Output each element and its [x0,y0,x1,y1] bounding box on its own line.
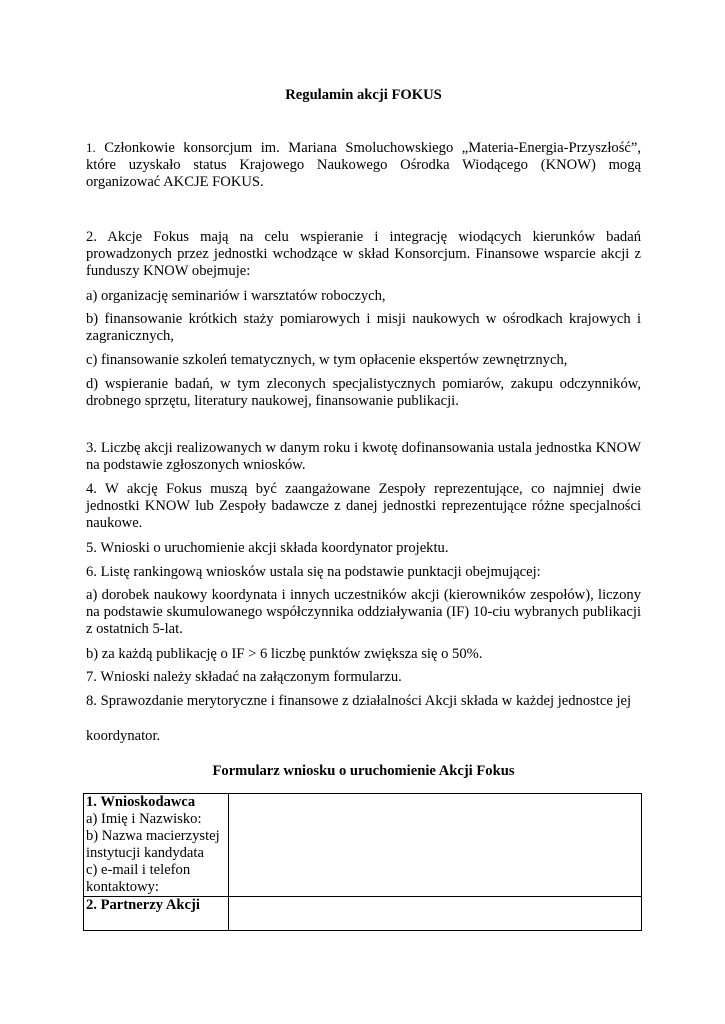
partners-value-cell[interactable] [228,897,641,931]
applicant-name-label: a) Imię i Nazwisko: [86,811,202,827]
paragraph-6: 6. Listę rankingową wniosków ustala się na podstawie punktacji obejmującej: [86,564,541,580]
applicant-value-cell[interactable] [228,794,641,897]
applicant-institution-label-1: b) Nazwa macierzystej [86,828,220,844]
paragraph-2b: b) finansowanie krótkich staży pomiarowych i misji naukowych w ośrodkach krajowych i zagranicznych, [86,311,641,344]
paragraph-1 [86,139,641,191]
paragraph-6b: b) za każdą publikację o IF > 6 liczbę punktów zwiększa się o 50%. [86,646,483,662]
paragraph-8: 8. Sprawozdanie merytoryczne i finansowe z działalności Akcji składa w każdej jednostce jej [86,693,632,709]
paragraph-7: 7. Wnioski należy składać na załączonym formularzu. [86,669,402,685]
paragraph-1-text: Członkowie konsorcjum im. Mariana Smoluchowskiego „Materia-Energia-Przyszłość”, które uzyskało status Krajowego Naukowego Ośrodka Wiodącego (KNOW) mogą organizować AKCJE FOKUS. [86,140,641,190]
paragraph-2: 2. Akcje Fokus mają na celu wspieranie i integrację wiodących kierunków badań prowadzonych przez jednostki wchodzące w skład Konsorcjum. Finansowe wsparcie akcji z funduszy KNOW obejmuje: [86,229,641,279]
paragraph-2c: c) finansowanie szkoleń tematycznych, w tym opłacenie ekspertów zewnętrznych, [86,352,568,368]
paragraph-2a: a) organizację seminariów i warsztatów roboczych, [86,288,386,304]
applicant-contact-label-2: kontaktowy: [86,879,159,895]
applicant-contact-label-1: c) e-mail i telefon [86,862,191,878]
partners-label-cell [84,897,229,931]
paragraph-1-number: 1. [86,140,96,155]
table-row [84,897,642,931]
paragraph-5: 5. Wnioski o uruchomienie akcji składa koordynator projektu. [86,540,449,556]
document-title: Regulamin akcji FOKUS [285,87,442,103]
partners-heading: 2. Partnerzy Akcji [86,897,200,913]
paragraph-8-continuation: koordynator. [86,728,161,744]
applicant-label-cell [84,794,229,897]
applicant-heading: 1. Wnioskodawca [86,794,196,810]
paragraph-2d: d) wspieranie badań, w tym zleconych specjalistycznych pomiarów, zakupu odczynników, drobnego sprzętu, literatury naukowej, finansowanie publikacji. [86,376,641,409]
paragraph-4: 4. W akcję Fokus muszą być zaangażowane Zespoły reprezentujące, co najmniej dwie jednostki KNOW lub Zespoły badawcze z danej jednostki reprezentujące różne specjalności naukowe. [86,481,641,531]
paragraph-6a: a) dorobek naukowy koordynata i innych uczestników akcji (kierowników zespołów), liczony na podstawie skumulowanego współczynnika oddziaływania (IF) 10-ciu wybranych publikacji z ostatnich 5-lat. [86,587,641,637]
table-row [84,794,642,897]
paragraph-3: 3. Liczbę akcji realizowanych w danym roku i kwotę dofinansowania ustala jednostka KNOW na podstawie zgłoszonych wniosków. [86,440,641,473]
form-title: Formularz wniosku o uruchomienie Akcji Fokus [212,763,515,779]
application-form-table [83,793,642,931]
applicant-institution-label-2: instytucji kandydata [86,845,204,861]
